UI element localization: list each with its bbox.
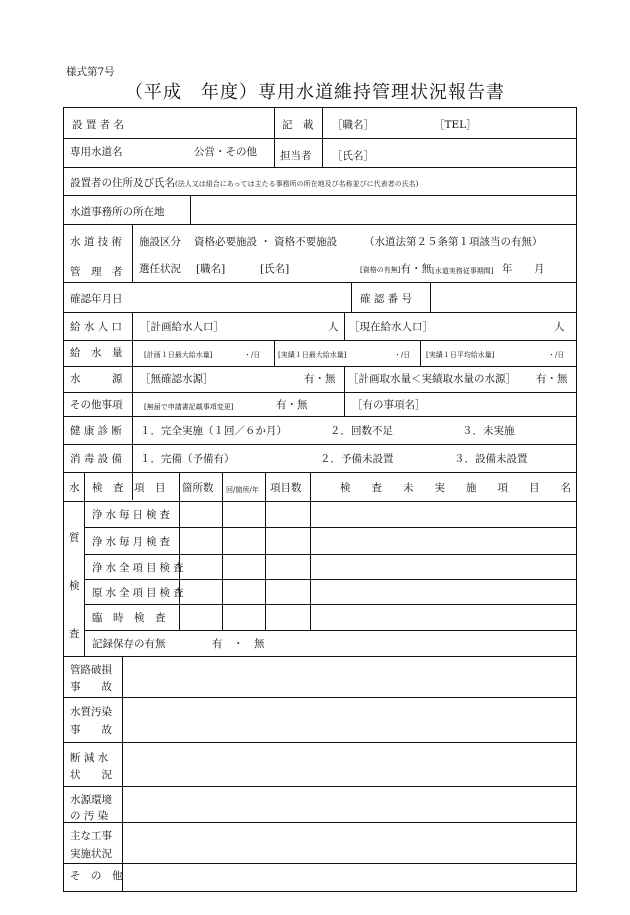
kyusui-ryo-label: 給 水 量: [70, 347, 123, 359]
kensa-header-item: 検 査 項 目: [92, 482, 166, 494]
shikaku-umu[interactable]: [資格の有無]有・無: [360, 263, 432, 275]
sennin-shokumei[interactable]: [職名]: [196, 263, 226, 275]
keiken-label: [水道実務従事期間]: [432, 267, 494, 275]
kensa-header-missing: 検 査 未 実 施 項 目 名: [340, 482, 571, 494]
office-label: 水道事務所の所在地: [70, 206, 165, 218]
koji-label-2: 実施状況: [70, 848, 112, 860]
row-rule: [84, 527, 576, 528]
gijutsu-label-2: 管 理 者: [70, 266, 123, 278]
kenko-option-2[interactable]: ２．回数不足: [330, 425, 393, 437]
suishitsu-label-2: 事 故: [70, 724, 112, 736]
col-rule: [179, 472, 180, 630]
report-form: [63, 107, 577, 892]
shokumei-field[interactable]: ［職名］: [332, 119, 374, 131]
row-rule: [64, 195, 576, 196]
row-rule: [84, 554, 576, 555]
kenko-option-1[interactable]: １．完全実施（１回／６か月）: [140, 425, 287, 437]
row-rule: [64, 697, 576, 698]
keikaku-max[interactable]: [計画１日最大給水量]: [144, 351, 213, 359]
kensa-row: 浄水毎月検査: [92, 536, 173, 548]
row-rule: [84, 579, 576, 580]
col-rule: [274, 108, 275, 167]
row-rule: [84, 604, 576, 605]
col-rule: [84, 472, 85, 656]
col-rule: [344, 312, 345, 340]
row-rule: [64, 366, 576, 367]
sennin-label: 選任状況: [139, 263, 181, 275]
sennin-shimei[interactable]: [氏名]: [260, 263, 290, 275]
row-rule: [64, 472, 576, 473]
row-rule: [64, 138, 576, 139]
kensa-side-1: 水: [69, 482, 80, 494]
mutodoke-umu[interactable]: 有・無: [276, 399, 308, 411]
nin-2: 人: [554, 321, 565, 333]
keikaku-jinko[interactable]: ［計画給水人口］: [140, 321, 224, 333]
nin-1: 人: [328, 321, 339, 333]
row-rule: [64, 224, 576, 225]
col-rule: [310, 472, 311, 630]
col-rule: [132, 224, 133, 282]
kankyo-label-1: 水源環境: [70, 794, 112, 806]
row-rule: [64, 501, 576, 502]
unit-2: ・/日: [394, 351, 411, 359]
row-rule: [64, 863, 576, 864]
mukakunin-label: ［無確認水源］: [140, 373, 214, 385]
row-rule: [84, 630, 576, 631]
kensa-header-count: 箇所数: [182, 482, 214, 494]
col-rule: [344, 366, 345, 416]
kenko-label: 健 康 診 断: [70, 425, 123, 437]
kanro-label-1: 管路破損: [70, 664, 112, 676]
setchisha-label: 設 置 者 名: [72, 119, 125, 131]
kensa-header-freq: 回/箇所/年: [226, 486, 259, 494]
col-rule: [222, 472, 223, 630]
col-rule: [322, 108, 323, 167]
dangen-label-1: 断 減 水: [70, 752, 109, 764]
koei-option[interactable]: 公営・その他: [194, 146, 257, 158]
row-rule: [64, 282, 576, 283]
kensa-row: 浄水毎日検査: [92, 509, 173, 521]
mutodoke-label: [無届で申請書記載事項変更]: [144, 403, 234, 411]
shodoku-option-3[interactable]: ３．設備未設置: [454, 453, 528, 465]
kensa-header-items: 項目数: [270, 482, 302, 494]
mukakunin-umu[interactable]: 有・無: [304, 373, 336, 385]
kubun-label: 施設区分: [139, 236, 181, 248]
jisseki-avg[interactable]: [実績１日平均給水量]: [426, 351, 495, 359]
suishitsu-label-1: 水質汚染: [70, 706, 112, 718]
kubun-note: （水道法第２５条第１項該当の有無）: [364, 236, 543, 248]
shimei-field[interactable]: ［氏名］: [332, 150, 374, 162]
col-rule: [265, 472, 266, 630]
dangen-label-2: 状 況: [70, 769, 112, 781]
col-rule: [122, 656, 123, 891]
page-title: （平成 年度）専用水道維持管理状況報告書: [125, 82, 505, 103]
tel-field[interactable]: ［TEL］: [434, 119, 477, 131]
jisseki-max[interactable]: [実績１日最大給水量]: [278, 351, 347, 359]
form-number: 様式第7号: [66, 66, 115, 78]
record-umu[interactable]: 有 ・ 無: [212, 638, 265, 650]
suido-name-label: 専用水道名: [70, 146, 123, 158]
kensa-side-3: 検: [69, 580, 80, 592]
tantousha-label: 担当者: [280, 150, 312, 162]
unit-1: ・/日: [244, 351, 261, 359]
koji-label-1: 主な工事: [70, 830, 112, 842]
row-rule: [64, 786, 576, 787]
kakunin-date-label: 確認年月日: [70, 293, 123, 305]
row-rule: [64, 340, 576, 341]
suigen-label: 水 源: [70, 373, 123, 385]
col-rule: [132, 312, 133, 500]
kensa-side-4: 査: [69, 628, 80, 640]
sonota-jiko-label: その他事項: [70, 399, 123, 411]
row-rule: [64, 392, 576, 393]
row-rule: [64, 167, 576, 168]
shodoku-label: 消 毒 設 備: [70, 453, 123, 465]
jiko-meisho[interactable]: ［有の事項名］: [352, 399, 426, 411]
unit-3: ・/日: [548, 351, 565, 359]
row-rule: [64, 656, 576, 657]
kyusui-jinko-label: 給 水 人 口: [70, 321, 123, 333]
kankyo-label-2: の 汚 染: [70, 810, 109, 822]
row-rule: [64, 312, 576, 313]
gijutsu-label-1: 水 道 技 術: [70, 236, 123, 248]
shodoku-option-2[interactable]: ２．予備未設置: [320, 453, 394, 465]
kanro-label-2: 事 故: [70, 681, 112, 693]
row-rule: [64, 822, 576, 823]
kisai-label: 記 載: [282, 119, 314, 131]
row-rule: [64, 444, 576, 445]
genzai-jinko[interactable]: ［現在給水人口］: [349, 321, 433, 333]
row-rule: [64, 416, 576, 417]
keikaku-torimizu-umu[interactable]: 有・無: [536, 373, 568, 385]
keikaku-torimizu-label: ［計画取水量＜実績取水量の水源］: [348, 373, 516, 385]
kensa-row: 臨 時 検 査: [92, 612, 166, 624]
kakunin-number-label: 確 認 番 号: [360, 293, 413, 305]
address-label: 設置者の住所及び氏名(法人又は組合にあっては主たる事務所の所在地及び名称並びに代表者の氏名): [70, 177, 419, 189]
row-rule: [64, 742, 576, 743]
col-rule: [274, 340, 275, 366]
col-rule: [190, 195, 191, 224]
kensa-row: 原水全項目検査: [92, 587, 187, 599]
kenko-option-3[interactable]: ３．未実施: [462, 425, 515, 437]
col-rule: [430, 282, 431, 312]
sonota-label: そ の 他: [70, 870, 123, 882]
record-label: 記録保存の有無: [92, 638, 166, 650]
keiken-nen[interactable]: 年: [502, 263, 513, 275]
kensa-side-2: 質: [69, 532, 80, 544]
shodoku-option-1[interactable]: １．完備（予備有）: [140, 453, 235, 465]
keiken-tsuki[interactable]: 月: [534, 263, 545, 275]
kensa-row: 浄水全項目検査: [92, 562, 187, 574]
col-rule: [351, 282, 352, 312]
col-rule: [420, 340, 421, 366]
kubun-option[interactable]: 資格必要施設 ・ 資格不要施設: [194, 236, 338, 248]
